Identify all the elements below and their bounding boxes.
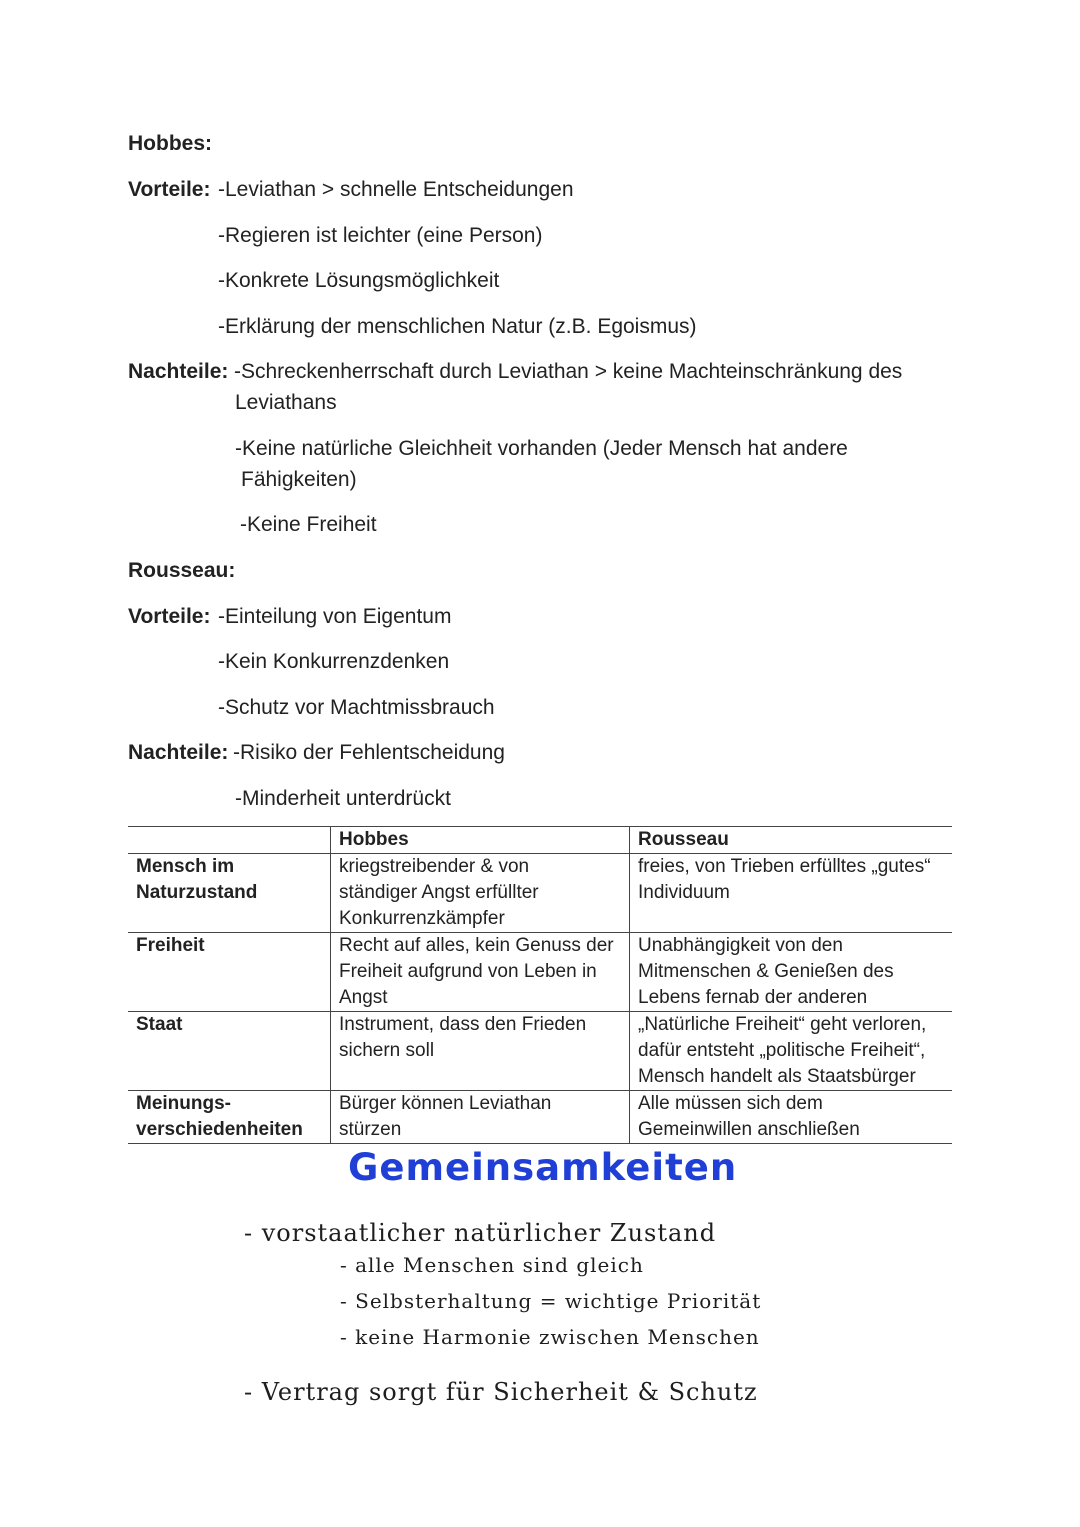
rousseau-title: Rousseau:	[128, 559, 236, 582]
rousseau-vorteil-1: -Einteilung von Eigentum	[218, 605, 452, 628]
rousseau-nachteil-2: -Minderheit unterdrückt	[235, 787, 451, 810]
row-label: Meinungs- verschiedenheiten	[128, 1091, 331, 1144]
row-label: Mensch im Naturzustand	[128, 854, 331, 933]
rousseau-vorteil-2: -Kein Konkurrenzdenken	[218, 650, 450, 673]
rousseau-vorteil-3: -Schutz vor Machtmissbrauch	[218, 696, 495, 719]
row-label: Staat	[128, 1012, 331, 1091]
rousseau-nachteile-label: Nachteile:	[128, 741, 229, 764]
gemeinsamkeit-subpoint-2: - Selbsterhaltung = wichtige Priorität	[340, 1289, 762, 1313]
hobbes-title: Hobbes:	[128, 132, 212, 155]
row-label: Freiheit	[128, 933, 331, 1012]
hobbes-nachteil-1-cont: Leviathans	[235, 391, 337, 414]
gemeinsamkeiten-heading: Gemeinsamkeiten	[348, 1146, 738, 1189]
gemeinsamkeit-point-2: - Vertrag sorgt für Sicherheit & Schutz	[244, 1378, 758, 1406]
hobbes-vorteil-3: -Konkrete Lösungsmöglichkeit	[218, 269, 500, 292]
rousseau-cell: freies, von Trieben erfülltes „gutes“ Individuum	[630, 854, 953, 933]
hobbes-cell: Bürger können Leviathan stürzen	[331, 1091, 630, 1144]
rousseau-nachteil-1: -Risiko der Fehlentscheidung	[233, 741, 505, 764]
hobbes-cell: kriegstreibender & von ständiger Angst erfüllter Konkurrenzkämpfer	[331, 854, 630, 933]
hobbes-vorteil-2: -Regieren ist leichter (eine Person)	[218, 224, 543, 247]
table-row	[128, 854, 952, 933]
hobbes-nachteil-2-cont: Fähigkeiten)	[241, 468, 357, 491]
comparison-table	[128, 826, 952, 1144]
table-header-row	[128, 827, 952, 854]
gemeinsamkeit-point-1: - vorstaatlicher natürlicher Zustand	[244, 1219, 717, 1247]
gemeinsamkeit-subpoint-1: - alle Menschen sind gleich	[340, 1253, 644, 1277]
rousseau-cell: Alle müssen sich dem Gemeinwillen anschließen	[630, 1091, 953, 1144]
hobbes-nachteil-1: -Schreckenherrschaft durch Leviathan > keine Machteinschränkung des	[234, 360, 903, 383]
rousseau-cell: „Natürliche Freiheit“ geht verloren, dafür entsteht „politische Freiheit“, Mensch handelt als Staatsbürger	[630, 1012, 953, 1091]
hobbes-nachteil-2: -Keine natürliche Gleichheit vorhanden (Jeder Mensch hat andere	[235, 437, 848, 460]
hobbes-vorteile-label: Vorteile:	[128, 178, 211, 201]
hobbes-vorteil-1: -Leviathan > schnelle Entscheidungen	[218, 178, 574, 201]
rousseau-vorteile-label: Vorteile:	[128, 605, 211, 628]
table-header-rousseau: Rousseau	[630, 827, 953, 854]
hobbes-nachteil-3: -Keine Freiheit	[240, 513, 377, 536]
rousseau-cell: Unabhängigkeit von den Mitmenschen & Genießen des Lebens fernab der anderen	[630, 933, 953, 1012]
hobbes-nachteile-label: Nachteile:	[128, 360, 229, 383]
table-row	[128, 1012, 952, 1091]
hobbes-cell: Instrument, dass den Frieden sichern soll	[331, 1012, 630, 1091]
table-row	[128, 933, 952, 1012]
hobbes-vorteil-4: -Erklärung der menschlichen Natur (z.B. Egoismus)	[218, 315, 697, 338]
table-header-hobbes: Hobbes	[331, 827, 630, 854]
table-header-empty	[128, 827, 331, 854]
gemeinsamkeit-subpoint-3: - keine Harmonie zwischen Menschen	[340, 1325, 760, 1349]
hobbes-cell: Recht auf alles, kein Genuss der Freiheit aufgrund von Leben in Angst	[331, 933, 630, 1012]
table-row	[128, 1091, 952, 1144]
